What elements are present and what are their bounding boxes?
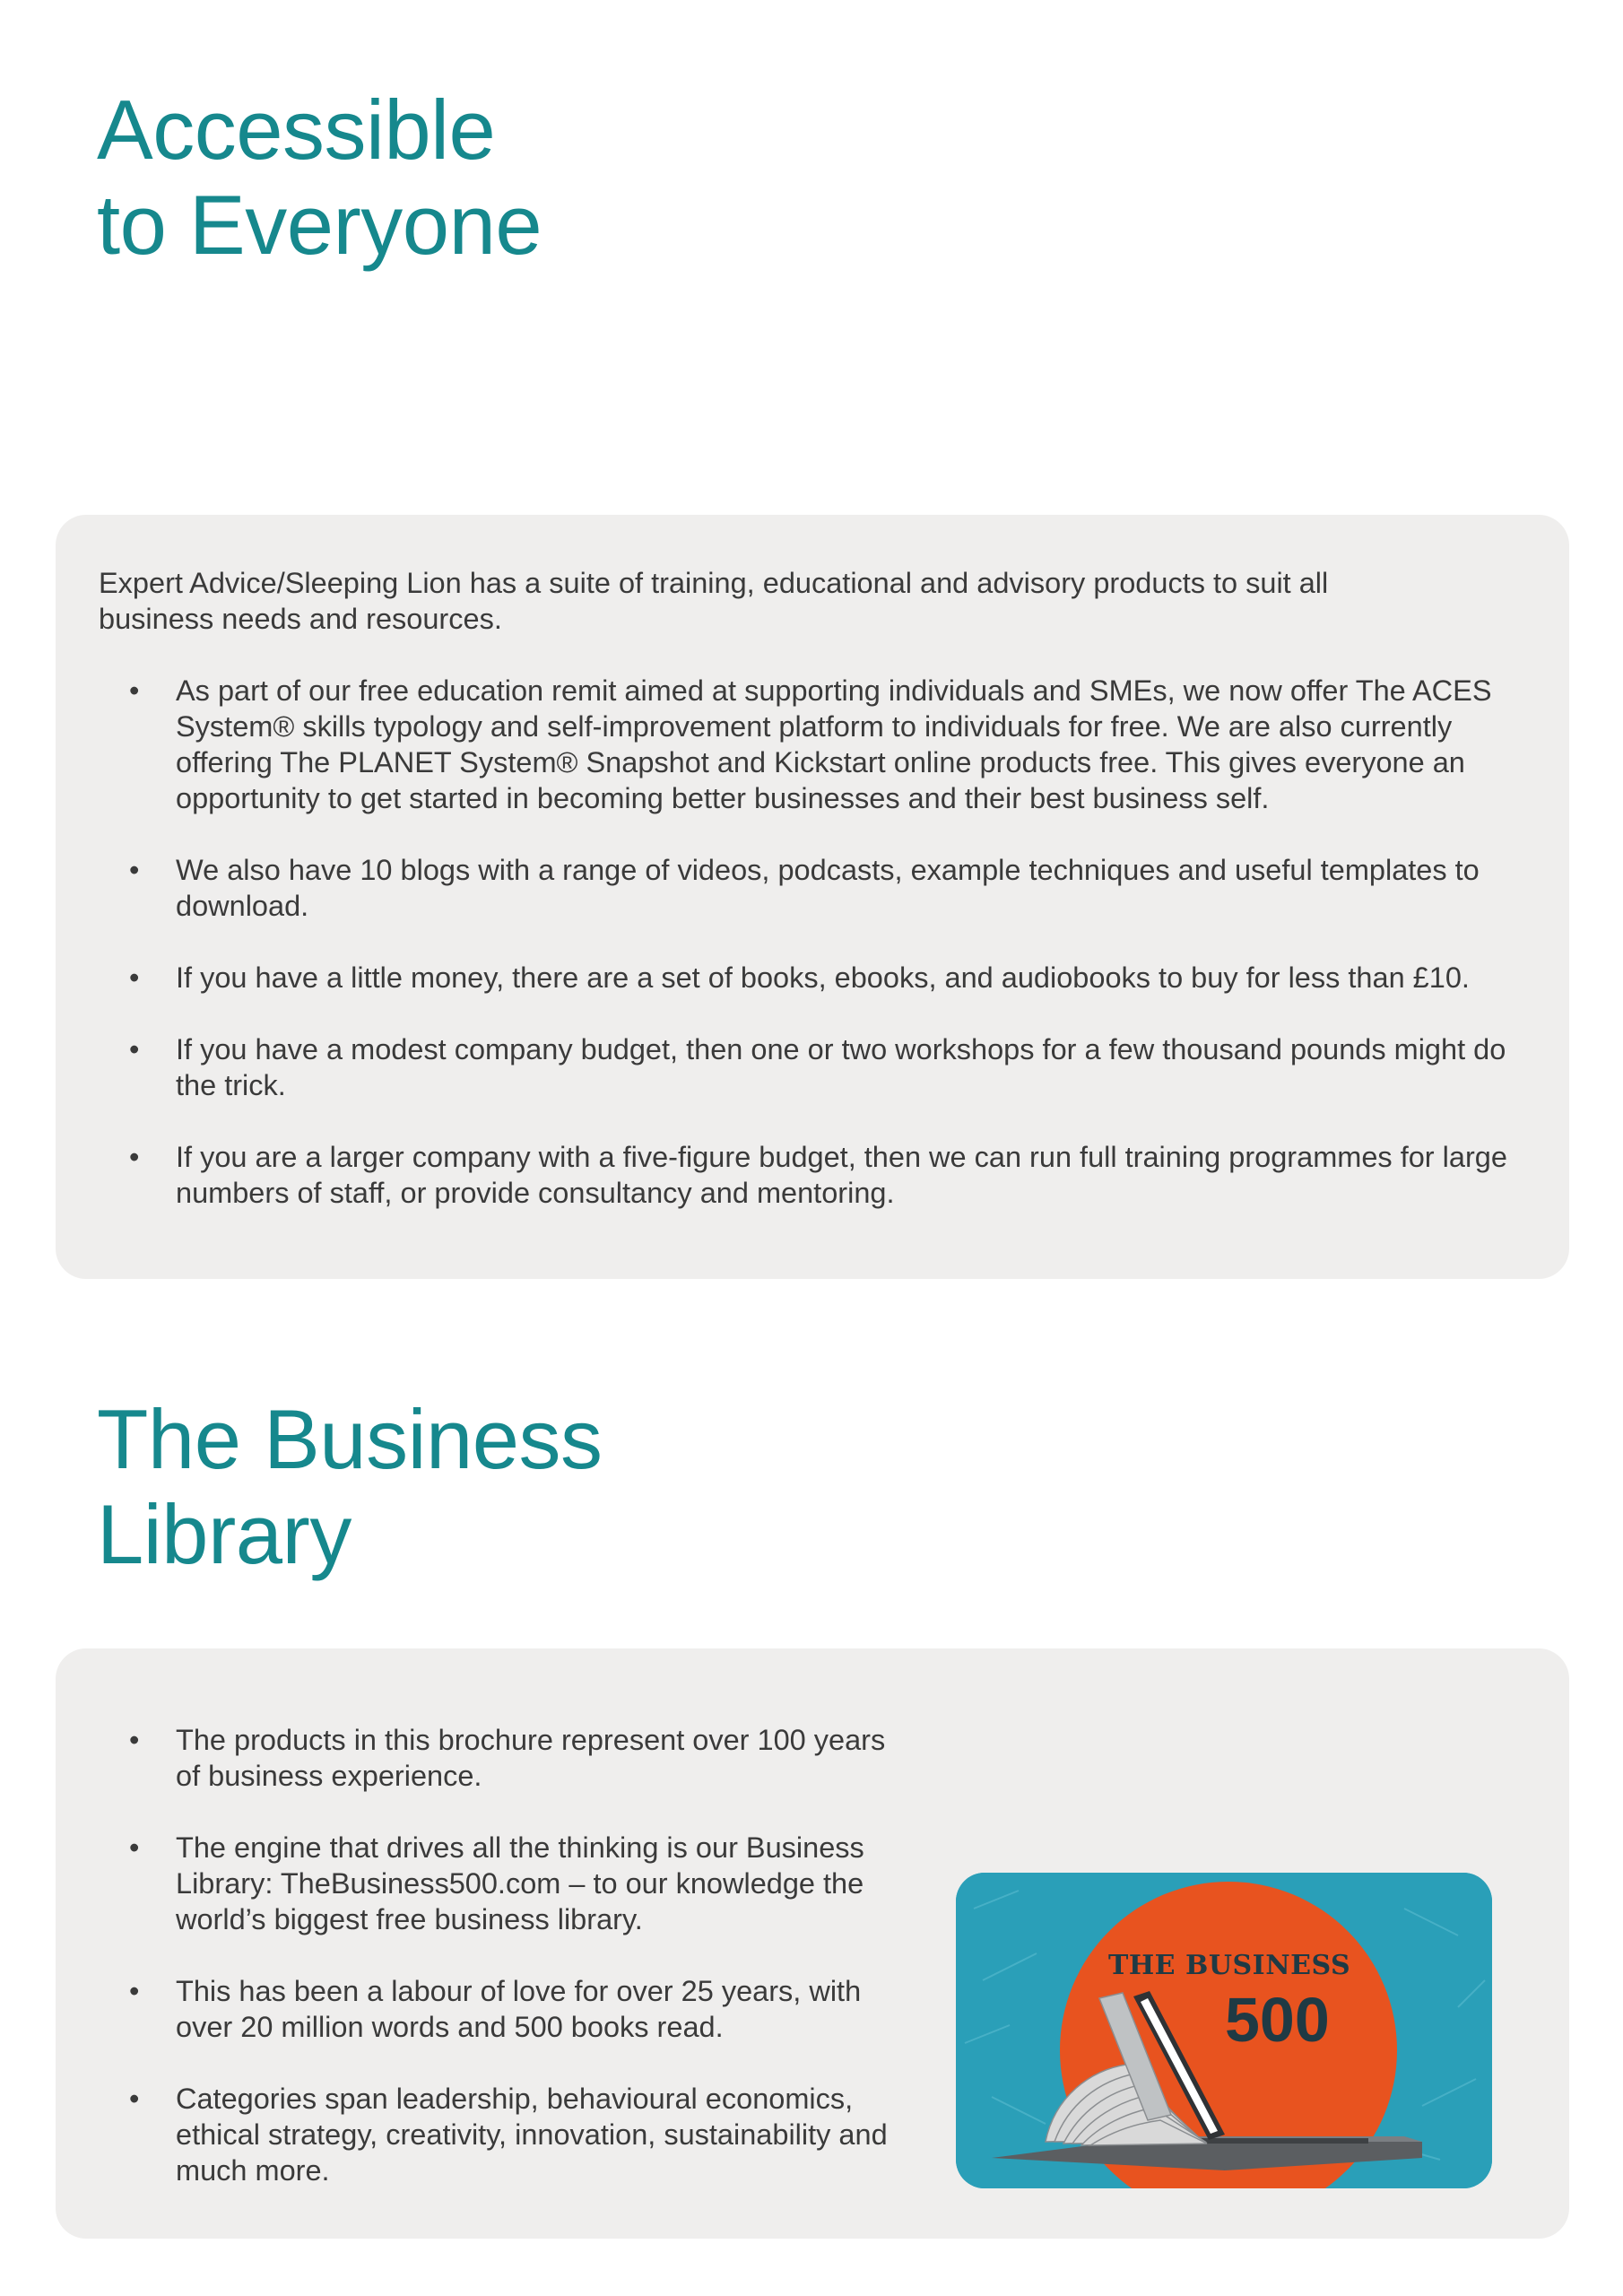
list-item (99, 1973, 888, 2045)
list-item-text: The products in this brochure represent over 100 years of business experience. (176, 1724, 886, 1792)
list-item-text: This has been a labour of love for over 25 years, with over 20 million words and 500 books read. (176, 1975, 862, 2043)
list-item-text: If you have a modest company budget, then one or two workshops for a few thousand pounds might do the trick. (176, 1033, 1506, 1101)
list-item (99, 1830, 888, 1937)
list-item-text: The engine that drives all the thinking is our Business Library: TheBusiness500.com – to our knowledge the world’s biggest free business library. (176, 1831, 864, 1935)
list-item-text: We also have 10 blogs with a range of videos, podcasts, example techniques and useful templates to download. (176, 854, 1480, 922)
business-500-graphic (956, 1873, 1492, 2188)
business-500-title: THE BUSINESS (1108, 1950, 1351, 1981)
list-item-text: Categories span leadership, behavioural economics, ethical strategy, creativity, innovation, sustainability and much more. (176, 2083, 888, 2187)
heading-line: Accessible (97, 83, 496, 177)
heading-line: Library (97, 1487, 352, 1581)
bullet-icon: • (129, 674, 140, 707)
intro-paragraph: Expert Advice/Sleeping Lion has a suite of training, educational and advisory products to suit all business needs and resources. (99, 567, 1329, 635)
business-500-artwork (956, 1873, 1492, 2188)
bullet-icon: • (129, 1141, 140, 1173)
bullet-icon: • (129, 961, 140, 994)
list-item-text: As part of our free education remit aimed at supporting individuals and SMEs, we now offer The ACES System® skills typology and self-improvement platform to individuals for free. We are also currently offering The PLANET System® Snapshot and Kickstart online products free. This gives everyone an opportunity to get started in becoming better businesses and their best business self. (176, 674, 1492, 814)
list-item (99, 673, 1533, 816)
bullet-icon: • (129, 1831, 140, 1864)
library-bullet-list (99, 1722, 888, 2188)
accessible-bullet-list (99, 673, 1533, 1211)
list-item (99, 852, 1533, 924)
bullet-icon: • (129, 854, 140, 886)
bullet-icon: • (129, 1033, 140, 1065)
bullet-icon: • (129, 1975, 140, 2007)
list-item (99, 2081, 888, 2188)
list-item-text: If you are a larger company with a five-figure budget, then we can run full training programmes for large numbers of staff, or provide consultancy and mentoring. (176, 1141, 1507, 1209)
heading-accessible-to-everyone (97, 83, 542, 273)
list-item (99, 960, 1533, 996)
heading-business-library (97, 1392, 603, 1582)
heading-line: to Everyone (97, 178, 542, 272)
business-500-number: 500 (1225, 1985, 1330, 2055)
bullet-icon: • (129, 1724, 140, 1756)
list-item-text: If you have a little money, there are a set of books, ebooks, and audiobooks to buy for less than £10. (176, 961, 1470, 994)
bullet-icon: • (129, 2083, 140, 2115)
heading-line: The Business (97, 1392, 603, 1486)
list-item (99, 1139, 1533, 1211)
list-item (99, 1031, 1533, 1103)
list-item (99, 1722, 888, 1794)
